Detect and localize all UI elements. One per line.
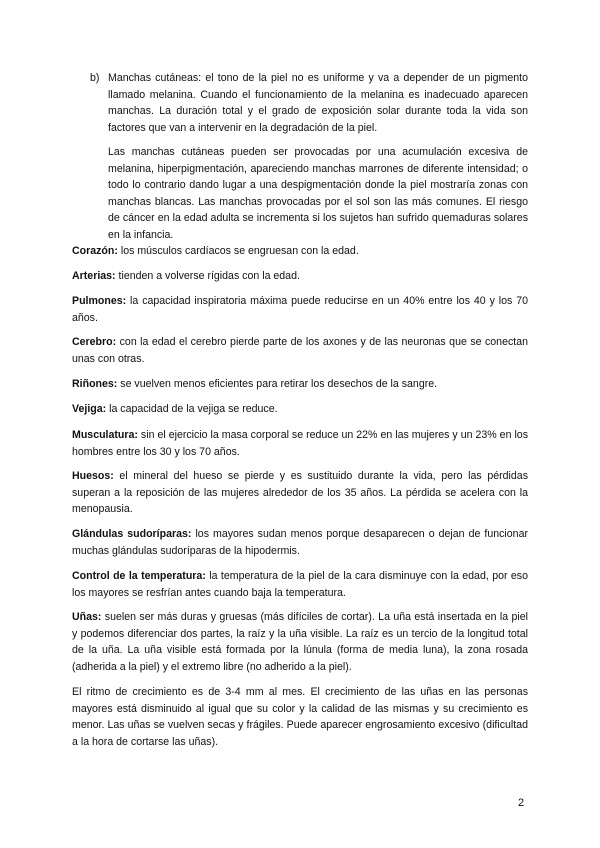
term: Pulmones: xyxy=(72,295,127,307)
text: se vuelven menos eficientes para retirar los desechos de la sangre. xyxy=(117,378,438,390)
paragraph-manchas xyxy=(108,70,528,136)
text: el mineral del hueso se pierde y es sustituido durante la vida, pero las pérdidas superan a la reposición de las mujeres alrededor de los 35 años. La pérdida se acelera con la menopausia. xyxy=(72,470,528,516)
section-pulmones xyxy=(72,293,528,326)
text: los mayores sudan menos porque desaparecen o dejan de funcionar muchas glándulas sudoríparas de la hipodermis. xyxy=(72,528,528,557)
text: la temperatura de la piel de la cara disminuye con la edad, por eso los mayores se resfrían antes cuando baja la temperatura. xyxy=(72,570,528,599)
text: sin el ejercicio la masa corporal se reduce un 22% en las mujeres y un 23% en los hombres entre los 30 y los 70 años. xyxy=(72,429,528,458)
section-musculatura xyxy=(72,427,528,460)
term: Arterias: xyxy=(72,270,116,282)
text: la capacidad de la vejiga se reduce. xyxy=(106,403,278,415)
section-cerebro xyxy=(72,334,528,367)
section-glandulas xyxy=(72,526,528,559)
term: Corazón: xyxy=(72,245,118,257)
term: Glándulas sudoríparas: xyxy=(72,528,192,540)
text: suelen ser más duras y gruesas (más difíciles de cortar). La uña está insertada en la piel y podemos diferenciar dos partes, la raíz y la uña visible. La raíz es un tercio de la longitud total de la uña. La uña visible está formada por la lúnula (forma de media luna), la zona rosada (adherida a la piel) y el extremo libre (no adherido a la piel). xyxy=(72,611,528,673)
paragraph-ritmo: El ritmo de crecimiento es de 3-4 mm al mes. El crecimiento de las uñas en las personas mayores está disminuido al igual que su color y la calidad de las mismas y su crecimiento es menor. Las uñas se vuelven secas y frágiles. Puede aparecer engrosamiento excesivo (dificultad a la hora de cortarse las uñas). xyxy=(72,686,528,748)
text: con la edad el cerebro pierde parte de los axones y de las neuronas que se conectan unas con otras. xyxy=(72,336,528,365)
term: Huesos: xyxy=(72,470,114,482)
term: Vejiga: xyxy=(72,403,107,415)
term: Cerebro: xyxy=(72,336,117,348)
term: Uñas: xyxy=(72,611,102,623)
section-temperatura xyxy=(72,568,528,601)
section-rinones xyxy=(72,376,528,393)
list-marker: b) xyxy=(90,72,100,84)
term: Manchas cutáneas: xyxy=(108,72,202,84)
page-number: 2 xyxy=(518,797,525,809)
text: los músculos cardíacos se engruesan con la edad. xyxy=(117,245,359,257)
text: la capacidad inspiratoria máxima puede reducirse en un 40% entre los 40 y los 70 años. xyxy=(72,295,528,324)
term: Control de la temperatura: xyxy=(72,570,206,582)
section-corazon xyxy=(72,243,528,260)
term: Riñones: xyxy=(72,378,118,390)
text: el tono de la piel no es uniforme y va a depender de un pigmento llamado melanina. Cuando el funcionamiento de la melanina es inadecuado aparecen manchas. La duración total y el grado de exposición solar durante toda la vida son factores que van a intervenir en la degradación de la piel. xyxy=(108,72,528,134)
section-vejiga xyxy=(72,401,528,418)
section-unas xyxy=(72,609,528,675)
section-huesos xyxy=(72,468,528,518)
paragraph-manchas-2: Las manchas cutáneas pueden ser provocadas por una acumulación excesiva de melanina, hiperpigmentación, apareciendo manchas marrones de diferente intensidad; o todo lo contrario dando lugar a una despigmentación donde la piel mostraría zonas con manchas blancas. Las manchas provocadas por el sol son las más comunes. El riesgo de cáncer en la edad adulta se incrementa si los sujetos han sufrido quemaduras solares en la infancia. xyxy=(108,146,528,241)
section-arterias xyxy=(72,268,528,285)
term: Musculatura: xyxy=(72,429,138,441)
text: tienden a volverse rígidas con la edad. xyxy=(115,270,300,282)
